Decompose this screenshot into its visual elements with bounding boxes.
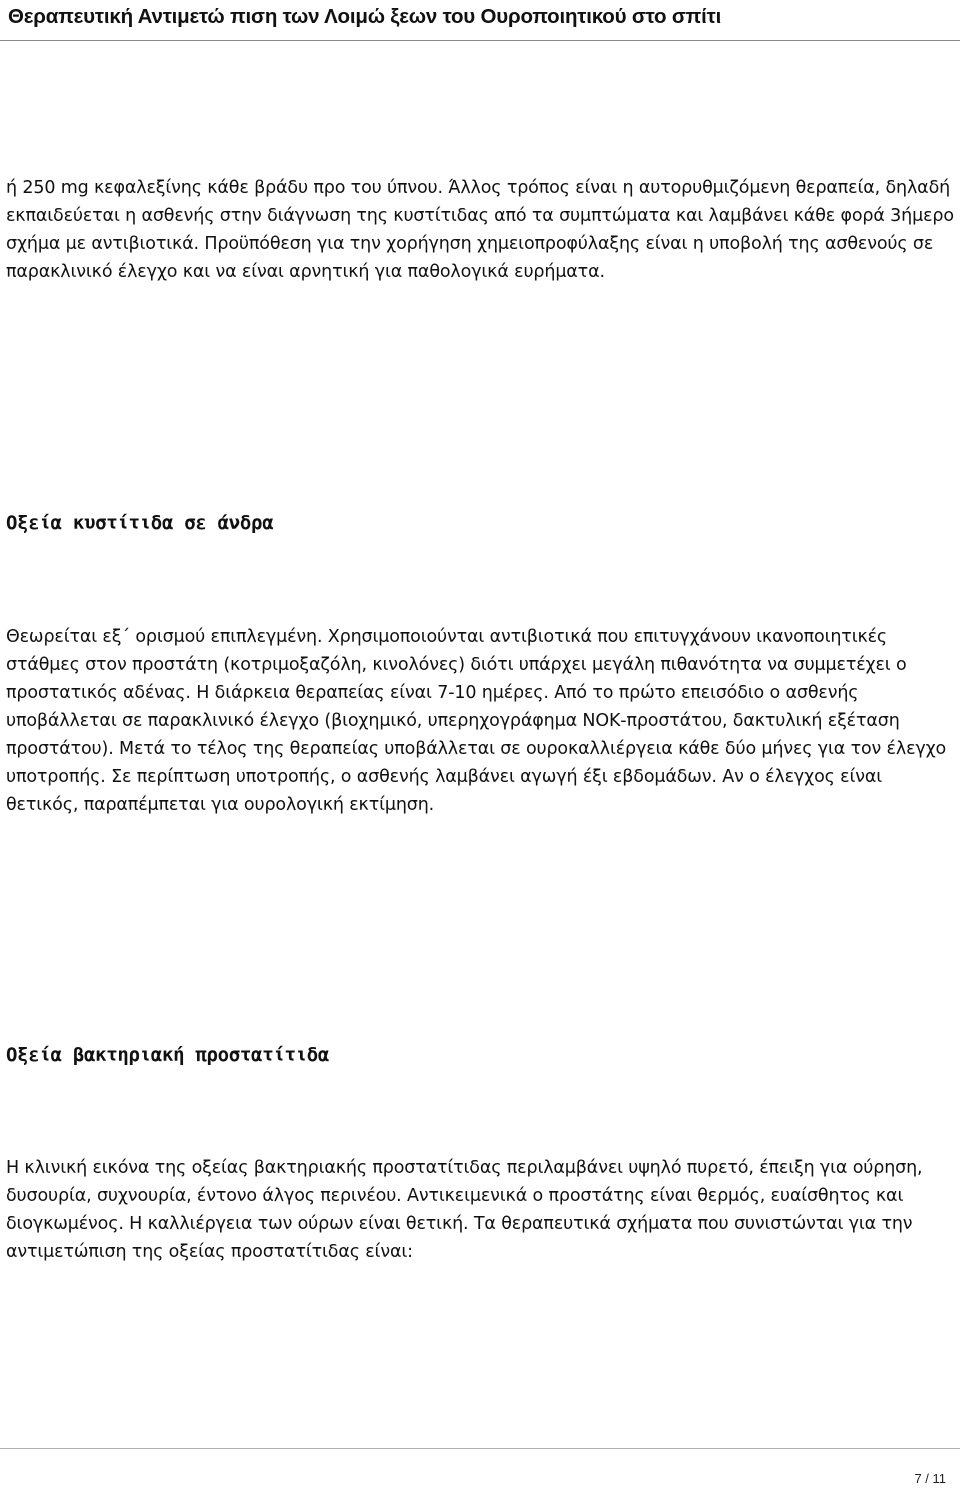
- paragraph-prostatitis: Η κλινική εικόνα της οξείας βακτηριακής προστατίτιδας περιλαμβάνει υψηλό πυρετό, έπειξη για ούρηση, δυσουρία, συχνουρία, έντονο άλγος περινέου. Αντικειμενικά ο προστάτης είναι θερμός, ευαίσθητος και διογκωμένος. Η καλλιέργεια των ούρων είναι θετική. Τα θεραπευτικά σχήματα που συνιστώνται για την αντιμετώπιση της οξείας προστατίτιδας είναι:: [6, 1158, 923, 1262]
- page-number: 7 / 11: [914, 1471, 946, 1486]
- paragraph-cystitis-men: Θεωρείται εξ΄ ορισμού επιπλεγμένη. Χρησιμοποιούνται αντιβιοτικά που επιτυγχάνουν ικανοποιητικές στάθμες στον προστάτη (κοτριμοξαζόλη, κινολόνες) διότι υπάρχει μεγάλη πιθανότητα να συμμετέχει ο προστατικός αδένας. Η διάρκεια θεραπείας είναι 7-10 ημέρες. Από το πρώτο επεισόδιο ο ασθενής υποβάλλεται σε παρακλινικό έλεγχο (βιοχημικό, υπερηχογράφημα ΝΟΚ-προστάτου, δακτυλική εξέταση προστάτου). Μετά το τέλος της θεραπείας υποβάλλεται σε ουροκαλλιέργεια κάθε δύο μήνες για τον έλεγχο υποτροπής. Σε περίπτωση υποτροπής, ο ασθενής λαμβάνει αγωγή έξι εβδομάδων. Αν ο έλεγχος είναι θετικός, παραπέμπεται για ουρολογική εκτίμηση.: [6, 627, 947, 815]
- section-heading-cystitis-men: Οξεία κυστίτιδα σε άνδρα: [6, 512, 274, 534]
- paragraph-prophylaxis: ή 250 mg κεφαλεξίνης κάθε βράδυ προ του ύπνου. Άλλος τρόπος είναι η αυτορυθμιζόμενη θεραπεία, δηλαδή εκπαιδεύεται η ασθενής στην διάγνωση της κυστίτιδας από τα συμπτώματα και λαμβάνει κάθε φορά 3ήμερο σχήμα με αντιβιοτικά. Προϋπόθεση για την χορήγηση χημειοπροφύλαξης είναι η υποβολή της ασθενούς σε παρακλινικό έλεγχο και να είναι αρνητική για παθολογικά ευρήματα.: [6, 178, 954, 282]
- footer-divider: [0, 1448, 960, 1449]
- section-heading-bacterial-prostatitis: Οξεία βακτηριακή προστατίτιδα: [6, 1044, 330, 1066]
- document-title: Θεραπευτική Αντιμετώ πιση των Λοιμώ ξεων του Ουροποιητικού στο σπίτι: [8, 5, 722, 28]
- header-divider: [0, 40, 960, 41]
